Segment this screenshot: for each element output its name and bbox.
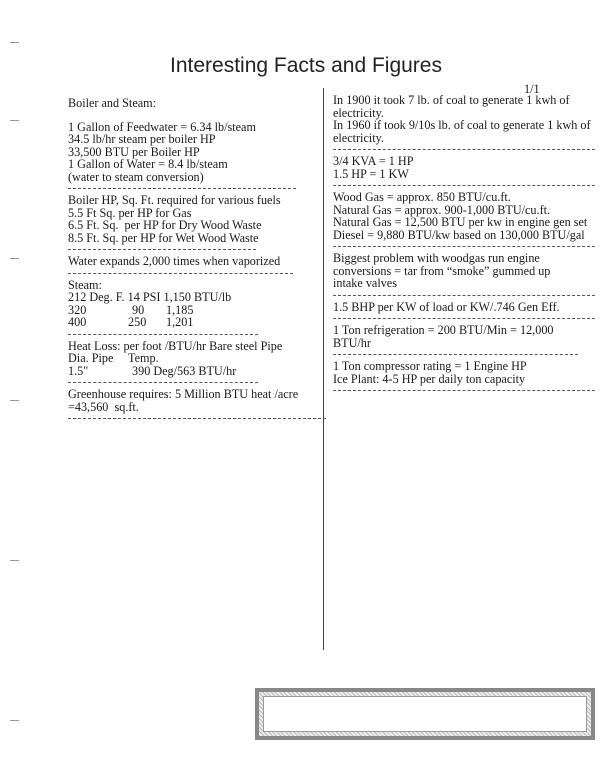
fact-line: Ice Plant: 4-5 HP per daily ton capacity: [333, 371, 526, 386]
fact-line: 3/4 KVA = 1 HP: [333, 154, 414, 168]
hatched-frame-box: [255, 688, 595, 740]
fact-line: 1 Gallon of Feedwater = 6.34 lb/steam: [68, 119, 256, 134]
right-column: [333, 94, 595, 396]
steam-btu: 1,185: [166, 302, 194, 317]
heat-loss-header: Temp.: [128, 351, 159, 365]
steam-row: [68, 291, 328, 304]
fact-line: Water expands 2,000 times when vaporized: [68, 254, 281, 268]
fact-line: 1 Ton compressor rating = 1 Engine HP: [333, 359, 527, 373]
fact-line: 34.5 lb/hr steam per boiler HP: [68, 132, 216, 146]
fact-line: Biggest problem with woodgas run engine conversions = tar from “smoke” gummed up intake valves: [333, 251, 551, 290]
page-title: Interesting Facts and Figures: [170, 54, 442, 77]
dashed-separator: [333, 318, 595, 319]
left-column: [68, 97, 328, 424]
steam-btu: 1,150 BTU/lb: [163, 290, 232, 304]
steam-psi: 250: [128, 315, 147, 329]
fact-line: Greenhouse requires: 5 Million BTU heat /acre: [68, 387, 299, 401]
fact-line: 6.5 Ft. Sq. per HP for Dry Wood Waste: [68, 218, 262, 232]
fact-line: =43,560 sq.ft.: [68, 399, 139, 414]
fact-line: 5.5 Ft Sq. per HP for Gas: [68, 205, 192, 220]
section-heading: Boiler and Steam:: [68, 96, 157, 110]
fact-line: In 1900 it took 7 lb. of coal to generate 1 kwh of electricity.: [333, 93, 570, 120]
fact-line: 1.5 HP = 1 KW: [333, 166, 409, 181]
heat-loss-cell: 1.5": [68, 363, 89, 378]
page-number: 1/1: [524, 82, 540, 96]
dashed-separator: [68, 418, 326, 419]
fact-line: Diesel = 9,880 BTU/kw based on 130,000 BTU/gal: [333, 227, 585, 242]
margin-mark: [10, 258, 19, 259]
fact-line: In 1960 if took 9/10s lb. of coal to generate 1 kwh of electricity.: [333, 118, 591, 145]
steam-psi: 14 PSI: [127, 290, 161, 304]
dashed-separator: [333, 149, 595, 150]
dashed-separator: [68, 273, 293, 274]
fact-line: Wood Gas = approx. 850 BTU/cu.ft.: [333, 190, 511, 204]
margin-mark: [10, 42, 19, 43]
heat-loss-header: Dia. Pipe: [68, 351, 114, 365]
fact-line: Boiler HP, Sq. Ft. required for various fuels: [68, 193, 281, 207]
fact-line: Natural Gas = approx. 900-1,000 BTU/cu.ft.: [333, 202, 551, 217]
fact-line: 1 Gallon of Water = 8.4 lb/steam: [68, 157, 228, 171]
steam-row: [68, 316, 328, 329]
fact-line: 33,500 BTU per Boiler HP: [68, 144, 200, 159]
fact-line: Natural Gas = 12,500 BTU per kw in engine gen set: [333, 215, 588, 229]
steam-temp: 212 Deg. F.: [68, 290, 125, 304]
steam-label: Steam:: [68, 277, 102, 292]
margin-mark: [10, 400, 19, 401]
dashed-separator: [68, 382, 258, 383]
steam-psi: 90: [132, 302, 145, 317]
dashed-separator: [333, 185, 595, 186]
dashed-separator: [333, 390, 595, 391]
steam-btu: 1,201: [166, 315, 194, 329]
dashed-separator: [68, 249, 256, 250]
dashed-separator: [68, 334, 258, 335]
heat-loss-title: Heat Loss: per foot /BTU/hr Bare steel Pipe: [68, 338, 283, 353]
margin-mark: [10, 120, 19, 121]
fact-line: 1.5 BHP per KW of load or KW/.746 Gen Eff.: [333, 299, 560, 314]
steam-temp: 320: [68, 302, 87, 317]
steam-row: [68, 304, 328, 317]
margin-mark: [10, 560, 19, 561]
dashed-separator: [333, 246, 595, 247]
dashed-separator: [68, 188, 296, 189]
dashed-separator: [333, 354, 578, 355]
dashed-separator: [333, 295, 595, 296]
fact-line: (water to steam conversion): [68, 169, 204, 184]
fact-line: 8.5 Ft. Sq. per HP for Wet Wood Waste: [68, 230, 259, 245]
steam-temp: 400: [68, 315, 87, 329]
margin-mark: [10, 720, 19, 721]
heat-loss-cell: 390 Deg/563 BTU/hr: [132, 363, 237, 378]
fact-line: 1 Ton refrigeration = 200 BTU/Min = 12,000 BTU/hr: [333, 323, 554, 350]
